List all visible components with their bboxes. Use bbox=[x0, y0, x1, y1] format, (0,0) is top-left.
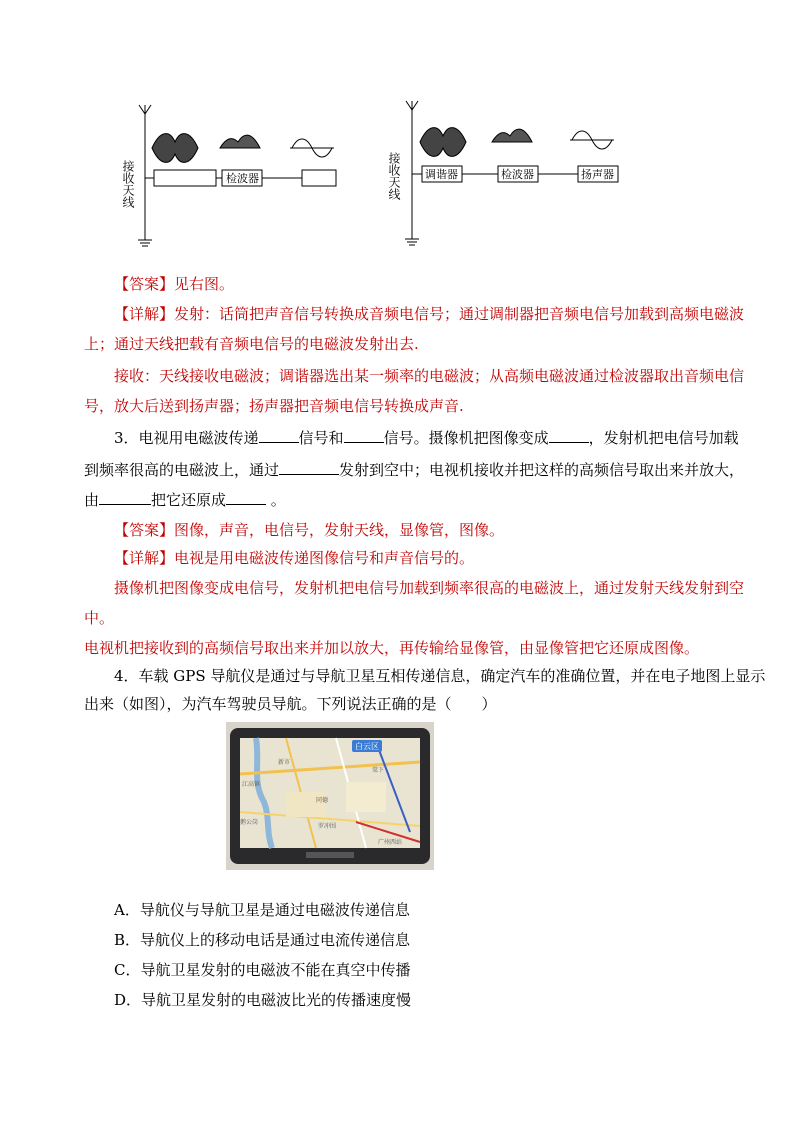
map-label-park: 罗冲围 bbox=[318, 823, 337, 830]
map-label-road: 鹅公岗 bbox=[240, 819, 259, 826]
q3-text: 。 bbox=[266, 491, 286, 509]
option-b[interactable]: B．导航仪上的移动电话是通过电流传递信息 bbox=[114, 931, 411, 949]
option-d[interactable]: D．导航卫星发射的电磁波比光的传播速度慢 bbox=[114, 991, 412, 1009]
map-label-area: 江高镇 bbox=[242, 781, 261, 788]
detail-tag: 【详解】 bbox=[114, 549, 175, 567]
answer-blank[interactable] bbox=[344, 428, 384, 443]
answer-text: 见右图。 bbox=[174, 275, 235, 293]
map-label-area: 新市 bbox=[278, 759, 291, 766]
map-label-district: 白云区 bbox=[355, 742, 379, 751]
q3-answer bbox=[114, 520, 504, 540]
q3-text: 到频率很高的电磁波上，通过 bbox=[84, 461, 280, 479]
receiver-diagram-right bbox=[388, 96, 628, 246]
answer-blank[interactable] bbox=[99, 490, 151, 505]
answer-blank[interactable] bbox=[226, 490, 266, 505]
q2-detail-2: 上；通过天线把载有音频电信号的电磁波发射出去. bbox=[84, 335, 419, 353]
answer-tag: 【答案】 bbox=[114, 521, 175, 539]
q3-detail-3: 中。 bbox=[84, 609, 115, 627]
q3-text: 信号和 bbox=[298, 429, 344, 447]
q3-text: 信号。摄像机把图像变成 bbox=[383, 429, 549, 447]
option-c[interactable]: C．导航卫星发射的电磁波不能在真空中传播 bbox=[114, 961, 411, 979]
antenna-label-left: 接收天线 bbox=[121, 160, 135, 208]
q2-detail-4: 号，放大后送到扬声器；扬声器把音频电信号转换成声音. bbox=[84, 397, 464, 415]
answer-blank[interactable] bbox=[259, 428, 299, 443]
q4-stem-1: 4．车载 GPS 导航仪是通过与导航卫星互相传递信息，确定汽车的准确位置，并在电子地图上显示 bbox=[114, 667, 766, 685]
q3-stem-2 bbox=[84, 460, 744, 480]
q4-stem-2: 出来（如图），为汽车驾驶员导航。下列说法正确的是（ ） bbox=[84, 695, 497, 713]
map-label-area: 棠下 bbox=[372, 767, 385, 774]
antenna-label-right: 接收天线 bbox=[388, 152, 401, 200]
detail-text: 发射：话筒把声音信号转换成音频电信号；通过调制器把音频电信号加载到高频电磁波 bbox=[174, 305, 745, 323]
map-label-area: 同德 bbox=[316, 797, 329, 804]
q3-text: 3．电视用电磁波传递 bbox=[114, 429, 259, 447]
receiver-diagram-left bbox=[120, 100, 350, 250]
gps-navigator-image bbox=[226, 722, 434, 870]
q3-text: 把它还原成 bbox=[151, 491, 227, 509]
q3-detail-1 bbox=[114, 548, 474, 568]
option-a[interactable]: A．导航仪与导航卫星是通过电磁波传递信息 bbox=[114, 901, 410, 919]
q3-text: ，发射机把电信号加载 bbox=[588, 429, 739, 447]
q3-detail-2: 摄像机把图像变成电信号，发射机把电信号加载到频率很高的电磁波上，通过发射天线发射到空 bbox=[114, 579, 745, 597]
answer-blank[interactable] bbox=[279, 460, 339, 475]
tuner-label: 调谐器 bbox=[425, 168, 458, 181]
speaker-label: 扬声器 bbox=[581, 168, 614, 181]
q3-stem-3 bbox=[84, 490, 286, 510]
q3-text: 发射到空中；电视机接收并把这样的高频信号取出来并放大， bbox=[339, 461, 745, 479]
detail-tag: 【详解】 bbox=[114, 305, 175, 323]
q3-stem-1 bbox=[114, 428, 739, 448]
map-label-station: 广州西站 bbox=[378, 839, 403, 846]
q2-answer bbox=[114, 274, 234, 294]
answer-blank[interactable] bbox=[549, 428, 589, 443]
detector-label-left: 检波器 bbox=[226, 172, 259, 185]
q3-detail-4: 电视机把接收到的高频信号取出来并加以放大，再传输给显像管，由显像管把它还原成图像。 bbox=[84, 639, 700, 657]
detector-label-right: 检波器 bbox=[501, 168, 534, 181]
q2-detail-3: 接收：天线接收电磁波；调谐器选出某一频率的电磁波；从高频电磁波通过检波器取出音频电信 bbox=[114, 367, 745, 385]
q3-text: 由 bbox=[84, 491, 100, 509]
detail-text: 电视是用电磁波传递图像信号和声音信号的。 bbox=[174, 549, 475, 567]
answer-text: 图像，声音，电信号，发射天线，显像管，图像。 bbox=[174, 521, 505, 539]
q2-detail-1 bbox=[114, 304, 744, 324]
answer-tag: 【答案】 bbox=[114, 275, 175, 293]
